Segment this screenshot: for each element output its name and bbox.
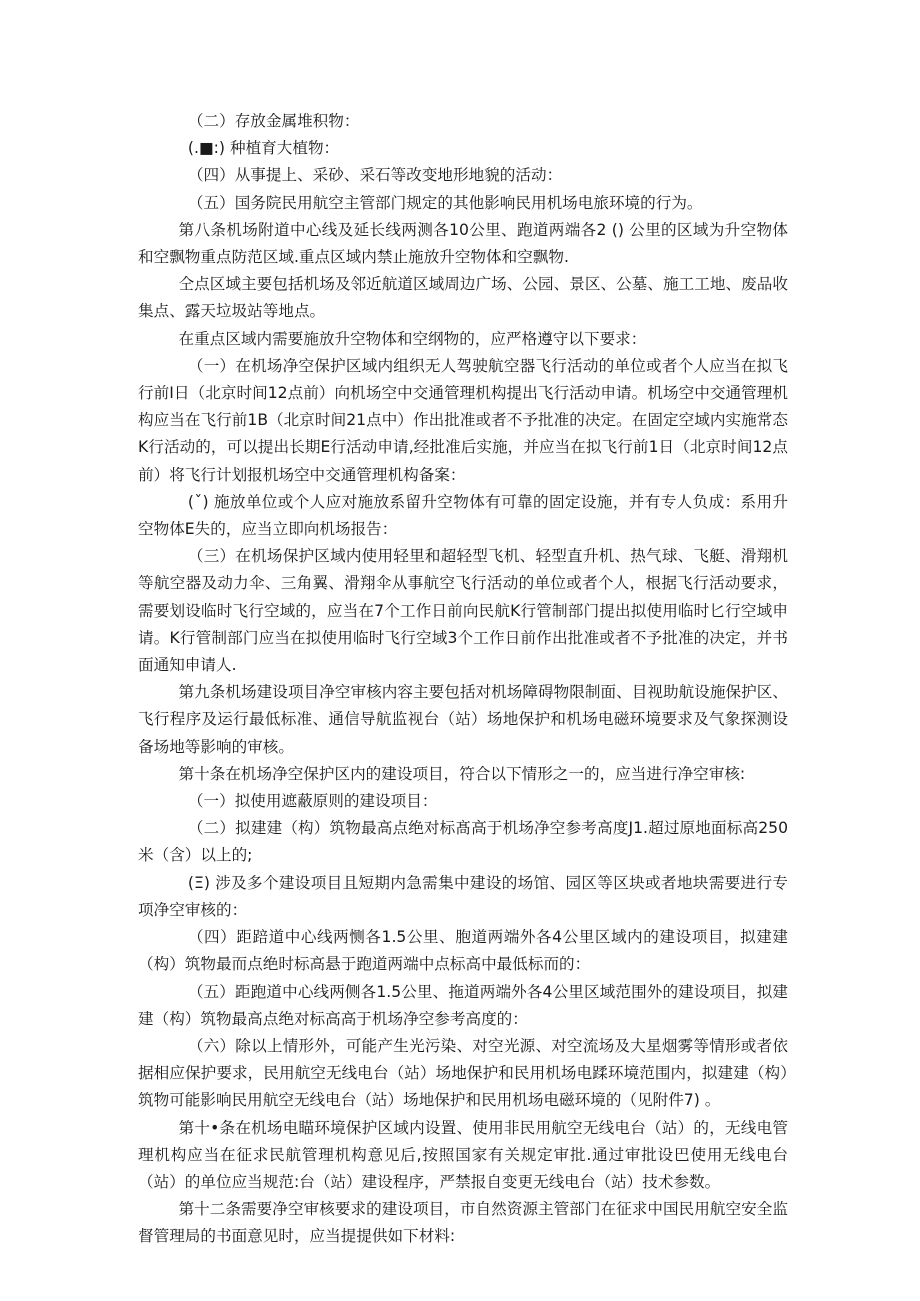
article-8: 第八条机场附道中心线及延长线两测各10公里、跑道两端各2 () 公里的区域为升空物体和空飘物重点防范区域.重点区域内禁止施放升空物体和空飘物. bbox=[138, 220, 788, 267]
clause-item: (Ξ) 涉及多个建设项目且短期内急需集中建设的场馆、园区等区块或者地块需要进行专项净空审核的： bbox=[138, 873, 788, 919]
body-paragraph: 在重点区域内需要施放升空物体和空纲物的，应严格遵守以下要求： bbox=[178, 329, 647, 348]
clause-item: （一）在机场净空保护区域内组织无人驾驶航空器飞行活动的单位或者个人应当在拟飞行前I日（北京时间12点前）向机场空中交通管理机构提出飞行活动申请。机场空中交通管理机构应当在飞行前1B（北京时间21点中）作出批准或者不予批准的决定。在固定空域内实施常态K行活动的，可以提出长期E行活动申请,经批准后实施，并应当在拟飞行前1日（北京时间12点前）将飞行计划报机场空中交通管理机构备案： bbox=[138, 356, 788, 484]
article-11: 第十•条在机场电瞄环境保护区域内设置、使用非民用航空无线电台（站）的，无线电管理机构应当在征求民航管理机构意见后,按照国家有关规定审批.通过审批设巴使用无线电台（站）的单位应当规范:台（站）建设程序，严禁报自变更无线电台（站）技术参数。 bbox=[138, 1118, 788, 1191]
clause-item: （五）距跑道中心线两侧各1.5公里、拖道两端外各4公里区域范围外的建设项目，拟建建（构）筑物最高点绝对标高高于机场净空参考高度的： bbox=[138, 982, 788, 1028]
article-12: 第十二条需要净空审核要求的建设项目，市自然资源主管部门在征求中国民用航空安全监督管理局的书面意见时，应当提提供如下材料: bbox=[138, 1200, 788, 1246]
article-9: 第九条机场建设项目净空审核内容主要包括对机场障碍物限制面、目视助航设施保护区、飞行程序及运行最低标准、通信导航监视台（站）场地保护和机场电磁环境要求及气象探测设备场地等影响的审核。 bbox=[138, 683, 788, 756]
clause-item: （二）存放金属堆积物： bbox=[187, 112, 360, 130]
clause-item: (.■:) 种植育大植物： bbox=[187, 139, 340, 158]
clause-item: （三）在机场保护区域内使用轻里和超轻型飞机、轻型直升机、热气球、飞艇、滑翔机等航空器及动力伞、三角翼、滑翔伞从事航空飞行活动的单位或者个人，根据飞行活动要求，需要划设临时飞行空域的，应当在7个工作日前向民航K行管制部门提出拟使用临时匕行空域申请。K行管制部门应当在拟使用临时飞行空域3个工作日前作出批准或者不予批准的决定，并书面通知申请人. bbox=[138, 547, 788, 675]
article-10: 第十条在机场净空保护区内的建设项目，符合以下情形之一的，应当进行净空审核: bbox=[178, 764, 746, 783]
clause-item: （二）拟建建（构）筑物最高点绝对标髙高于机场净空参考高度J1.超过原地面标高250米（含）以上的; bbox=[138, 819, 788, 865]
clause-item: (ˇ) 施放单位或个人应对施放系留升空物体有可靠的固定设施，并有专人负成：系用升空物体E失的，应当立即向机场报告： bbox=[138, 492, 788, 539]
clause-item: （六）除以上情形外，可能产生光污染、对空光源、对空流场及大星烟雾等情形或者依据相应保护要求，民用航空无线电台（站）场地保护和民用机场电蹂环境范围内，拟建建（构）筑物可能影响民用航空无线电台（站）场地保护和民用机场电磁环境的（见附件7) 。 bbox=[138, 1036, 788, 1110]
clause-item: （四）距踣道中心线两恻各1.5公里、胞道两端外各4公里区域内的建设项目，拟建建（构）筑物最而点绝时标高悬于跑道两端中点标高中最低标而的： bbox=[138, 928, 788, 974]
clause-item: （五）国务院民用航空主管部门规定的其他影响民用机场电旅环境的行为。 bbox=[187, 193, 703, 212]
clause-item: （四）从事提上、采砂、采石等改变地形地貌的活动： bbox=[187, 166, 563, 185]
document-body bbox=[138, 108, 788, 1251]
clause-item: （一）拟使用遮蔽原则的建设项目： bbox=[187, 792, 438, 811]
body-paragraph: 仝点区域主要包括机场及邻近航道区域周边广场、公园、景区、公墓、施工工地、废品收集点、露天垃圾站等地点。 bbox=[138, 275, 788, 321]
